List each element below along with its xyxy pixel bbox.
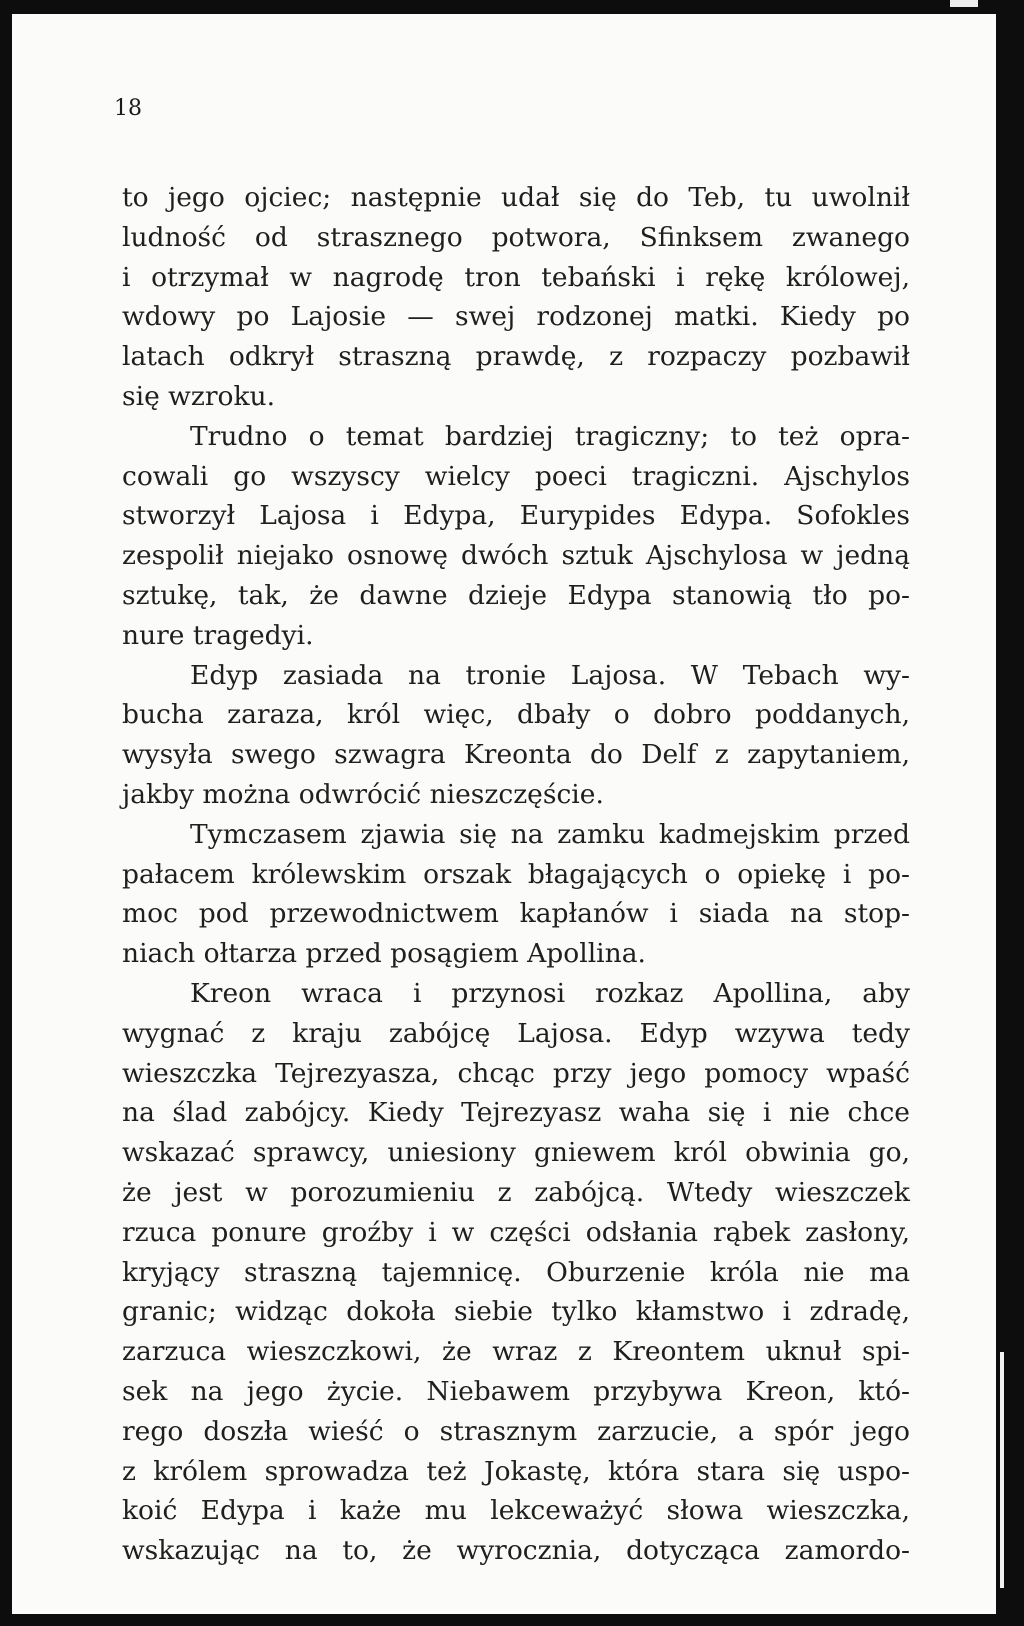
body-text xyxy=(122,178,910,1571)
text-line: Trudno o temat bardziej tragiczny; to też opra- xyxy=(190,420,910,452)
text-line: moc pod przewodnictwem kapłanów i siada na stop- xyxy=(122,898,910,930)
text-line: bucha zaraza, król więc, dbały o dobro poddanych, xyxy=(122,699,910,731)
text-line: cowali go wszyscy wielcy poeci tragiczni. Ajschylos xyxy=(122,460,910,492)
text-line: koić Edypa i każe mu lekceważyć słowa wieszczka, xyxy=(122,1495,910,1527)
text-line: rego doszła wieść o strasznym zarzucie, a spór jego xyxy=(122,1415,910,1447)
text-line: się wzroku. xyxy=(122,380,275,412)
scan-artifact-corner xyxy=(950,0,978,7)
text-line: zespolił niejako osnowę dwóch sztuk Ajschylosa w jedną xyxy=(122,540,910,572)
text-line: latach odkrył straszną prawdę, z rozpaczy pozbawił xyxy=(122,341,910,373)
text-line: i otrzymał w nagrodę tron tebański i rękę królowej, xyxy=(122,261,910,293)
text-line: z królem sprowadza też Jokastę, która stara się uspo- xyxy=(122,1455,910,1487)
text-line: wdowy po Lajosie — swej rodzonej matki. Kiedy po xyxy=(122,301,910,333)
text-line: zarzuca wieszczkowi, że wraz z Kreontem uknuł spi- xyxy=(122,1336,910,1368)
text-line: sztukę, tak, że dawne dzieje Edypa stanowią tło po- xyxy=(122,579,910,611)
text-line: wieszczka Tejrezyasza, chcąc przy jego pomocy wpaść xyxy=(122,1057,910,1089)
text-line: na ślad zabójcy. Kiedy Tejrezyasz waha się i nie chce xyxy=(122,1097,910,1129)
text-line: Edyp zasiada na tronie Lajosa. W Tebach wy- xyxy=(190,659,910,691)
text-line: ludność od strasznego potwora, Sfinksem zwanego xyxy=(122,221,910,253)
text-line: rzuca ponure groźby i w części odsłania rąbek zasłony, xyxy=(122,1216,910,1248)
text-line: wygnać z kraju zabójcę Lajosa. Edyp wzywa tedy xyxy=(122,1017,910,1049)
text-line: kryjący straszną tajemnicę. Oburzenie króla nie ma xyxy=(122,1256,910,1288)
page-number: 18 xyxy=(114,96,142,121)
text-line: że jest w porozumieniu z zabójcą. Wtedy wieszczek xyxy=(122,1176,910,1208)
text-line: wskazać sprawcy, uniesiony gniewem król obwinia go, xyxy=(122,1137,910,1169)
text-line: wskazując na to, że wyrocznia, dotycząca zamordo- xyxy=(122,1535,910,1567)
text-line: pałacem królewskim orszak błagających o opiekę i po- xyxy=(122,858,910,890)
text-line: wysyła swego szwagra Kreonta do Delf z zapytaniem, xyxy=(122,739,910,771)
text-line: Kreon wraca i przynosi rozkaz Apollina, aby xyxy=(190,977,910,1009)
text-line: nure tragedyi. xyxy=(122,619,314,651)
text-line: sek na jego życie. Niebawem przybywa Kreon, któ- xyxy=(122,1375,910,1407)
scan-artifact-margin xyxy=(1000,1352,1004,1588)
text-line: granic; widząc dokoła siebie tylko kłamstwo i zdradę, xyxy=(122,1296,910,1328)
text-line: Tymczasem zjawia się na zamku kadmejskim przed xyxy=(190,818,910,850)
text-line: jakby można odwrócić nieszczęście. xyxy=(122,778,604,810)
text-line: niach ołtarza przed posągiem Apollina. xyxy=(122,938,646,970)
text-line: to jego ojciec; następnie udał się do Teb, tu uwolnił xyxy=(122,182,910,213)
text-line: stworzył Lajosa i Edypa, Eurypides Edypa. Sofokles xyxy=(122,500,910,532)
